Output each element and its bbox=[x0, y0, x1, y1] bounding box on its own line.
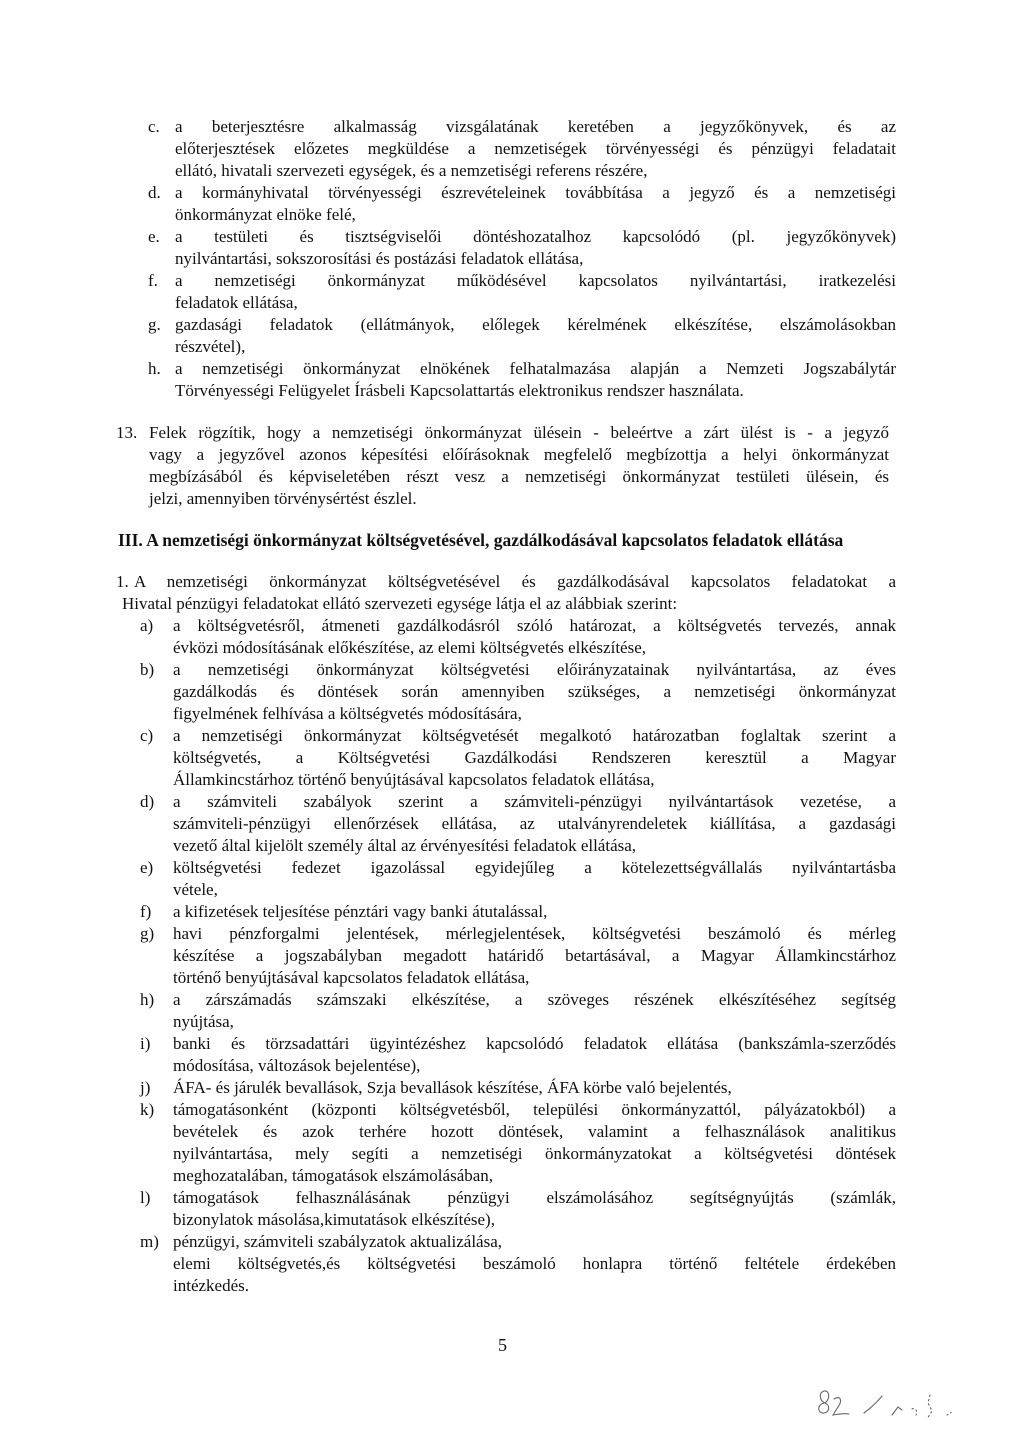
list-label: j) bbox=[140, 1078, 151, 1097]
list-item-line: a zárszámadás számszaki elkészítése, a szöveges részének elkészítéséhez segítség bbox=[173, 990, 896, 1009]
list-item-line: meghozatalában, támogatások elszámolásában, bbox=[173, 1166, 494, 1185]
paragraph-line: Hivatal pénzügyi feladatokat ellátó szervezeti egysége látja el az alábbiak szerint: bbox=[122, 594, 678, 613]
list-item-line: módosítása, változások bejelentése), bbox=[173, 1056, 421, 1075]
list-item-line: vezető által kijelölt személy által az érvényesítési feladatok ellátása, bbox=[173, 836, 637, 855]
list-item-line: a kormányhivatal törvényességi észrevételeinek továbbítása a jegyző és a nemzetiségi bbox=[175, 183, 896, 202]
list-item-line: bevételek és azok terhére hozott döntések, valamint a felhasználások analitikus bbox=[173, 1122, 896, 1141]
list-item-line: pénzügyi, számviteli szabályzatok aktualizálása, bbox=[173, 1232, 503, 1251]
page-number: 5 bbox=[498, 1335, 507, 1355]
list-label: b) bbox=[140, 660, 155, 679]
list-label: d) bbox=[140, 792, 155, 811]
list-item-line: a nemzetiségi önkormányzat költségvetési előirányzatainak nyilvántartása, az éves bbox=[173, 660, 896, 679]
list-item-line: bizonylatok másolása,kimutatások elkészítése), bbox=[173, 1210, 495, 1229]
list-label: d. bbox=[148, 183, 161, 202]
list-label: c) bbox=[140, 726, 154, 745]
list-item-line: elemi költségvetés,és költségvetési beszámoló honlapra történő feltétele érdekében bbox=[173, 1254, 896, 1273]
list-label: f) bbox=[140, 902, 152, 921]
list-item-line: banki és törzsadattári ügyintézéshez kapcsolódó feladatok ellátása (bankszámla-szerződés bbox=[173, 1034, 896, 1053]
paragraph-line: jelzi, amennyiben törvénysértést észlel. bbox=[149, 489, 417, 508]
list-item-line: támogatásonként (központi költségvetésből, települési önkormányzattól, pályázatokból) a bbox=[173, 1100, 896, 1119]
list-label: f. bbox=[148, 271, 158, 290]
paragraph-line: A nemzetiségi önkormányzat költségvetésével és gazdálkodásával kapcsolatos feladatokat a bbox=[134, 572, 896, 591]
list-item-line: készítése a jogszabályban megadott határidő betartásával, a Magyar Államkincstárhoz bbox=[173, 946, 896, 965]
list-item-line: részvétel), bbox=[175, 337, 246, 356]
list-item-line: ellátó, hivatali szervezeti egységek, és a nemzetiségi referens részére, bbox=[175, 161, 648, 180]
list-item-line: gazdálkodás és döntések során amennyiben szükséges, a nemzetiségi önkormányzat bbox=[173, 682, 896, 701]
list-item-line: a nemzetiségi önkormányzat költségvetését megalkotó határozatban foglaltak szerint a bbox=[173, 726, 896, 745]
list-label: h) bbox=[140, 990, 155, 1009]
list-item-line: önkormányzat elnöke felé, bbox=[175, 205, 356, 224]
list-item-line: előterjesztések előzetes megküldése a nemzetiségek törvényességi és pénzügyi feladatait bbox=[175, 139, 896, 158]
list-item-line: nyilvántartása, mely segíti a nemzetiségi önkormányzatokat a költségvetési döntések bbox=[173, 1144, 896, 1163]
list-item-line: a nemzetiségi önkormányzat működésével kapcsolatos nyilvántartási, iratkezelési bbox=[175, 271, 896, 290]
paragraph-number: 1. bbox=[116, 572, 129, 591]
list-label: m) bbox=[140, 1232, 159, 1251]
list-label: g. bbox=[148, 315, 161, 334]
section-heading: III. A nemzetiségi önkormányzat költségvetésével, gazdálkodásával kapcsolatos feladatok ellátása bbox=[118, 530, 844, 550]
list-item-line: Törvényességi Felügyelet Írásbeli Kapcsolattartás elektronikus rendszer használata. bbox=[175, 381, 744, 400]
list-item-line: nyilvántartási, sokszorosítási és postázási feladatok ellátása, bbox=[175, 249, 584, 268]
list-item-line: költségvetési fedezet igazolással egyidejűleg a kötelezettségvállalás nyilvántartásba bbox=[173, 858, 896, 877]
list-label: i) bbox=[140, 1034, 151, 1053]
paragraph-line: megbízásából és képviseletében részt vesz a nemzetiségi önkormányzat testületi ülésein, és bbox=[149, 467, 889, 486]
list-label: h. bbox=[148, 359, 161, 378]
list-label: g) bbox=[140, 924, 155, 943]
paragraph-line: Felek rögzítik, hogy a nemzetiségi önkormányzat ülésein - beleértve a zárt ülést is - a jegyző bbox=[149, 423, 889, 442]
paragraph-number: 13. bbox=[116, 423, 138, 442]
list-item-line: a testületi és tisztségviselői döntéshozatalhoz kapcsolódó (pl. jegyzőkönyvek) bbox=[175, 227, 896, 246]
list-item-line: számviteli-pénzügyi ellenőrzések ellátása, az utalványrendeletek kiállítása, a gazdasági bbox=[173, 814, 896, 833]
paragraph-line: vagy a jegyzővel azonos képesítési előírásoknak megfelelő megbízottja a helyi önkormányzat bbox=[149, 445, 889, 464]
list-item-line: támogatások felhasználásának pénzügyi elszámolásához segítségnyújtás (számlák, bbox=[173, 1188, 896, 1207]
list-label: c. bbox=[148, 117, 160, 136]
list-label: a) bbox=[140, 616, 154, 635]
handwritten-initials bbox=[812, 1385, 972, 1430]
list-item-line: feladatok ellátása, bbox=[175, 293, 298, 312]
list-item-line: a beterjesztésre alkalmasság vizsgálatának keretében a jegyzőkönyvek, és az bbox=[175, 117, 896, 136]
list-item-line: gazdasági feladatok (ellátmányok, előlegek kérelmének elkészítése, elszámolásokban bbox=[175, 315, 896, 334]
list-item-line: a kifizetések teljesítése pénztári vagy banki átutalással, bbox=[173, 902, 548, 921]
list-item-line: a számviteli szabályok szerint a számviteli-pénzügyi nyilvántartások vezetése, a bbox=[173, 792, 896, 811]
list-item-line: havi pénzforgalmi jelentések, mérlegjelentések, költségvetési beszámoló és mérleg bbox=[173, 924, 896, 943]
list-item-line: a költségvetésről, átmeneti gazdálkodásról szóló határozat, a költségvetés tervezés, annak bbox=[173, 616, 896, 635]
list-label: k) bbox=[140, 1100, 155, 1119]
list-item-line: nyújtása, bbox=[173, 1012, 234, 1031]
list-item-line: évközi módosításának előkészítése, az elemi költségvetés elkészítése, bbox=[173, 638, 646, 657]
list-item-line: intézkedés. bbox=[173, 1276, 249, 1295]
list-item-line: vétele, bbox=[173, 880, 218, 899]
list-item-line: figyelmének felhívása a költségvetés módosítására, bbox=[173, 704, 522, 723]
list-label: e. bbox=[148, 227, 160, 246]
list-item-line: a nemzetiségi önkormányzat elnökének felhatalmazása alapján a Nemzeti Jogszabálytár bbox=[175, 359, 896, 378]
list-item-line: Államkincstárhoz történő benyújtásával kapcsolatos feladatok ellátása, bbox=[173, 770, 655, 789]
list-item-line: ÁFA- és járulék bevallások, Szja bevallások készítése, ÁFA körbe való bejelentés, bbox=[173, 1078, 732, 1097]
list-item-line: történő benyújtásával kapcsolatos feladatok ellátása, bbox=[173, 968, 530, 987]
list-item-line: költségvetés, a Költségvetési Gazdálkodási Rendszeren keresztül a Magyar bbox=[173, 748, 896, 767]
list-label: l) bbox=[140, 1188, 151, 1207]
list-label: e) bbox=[140, 858, 154, 877]
